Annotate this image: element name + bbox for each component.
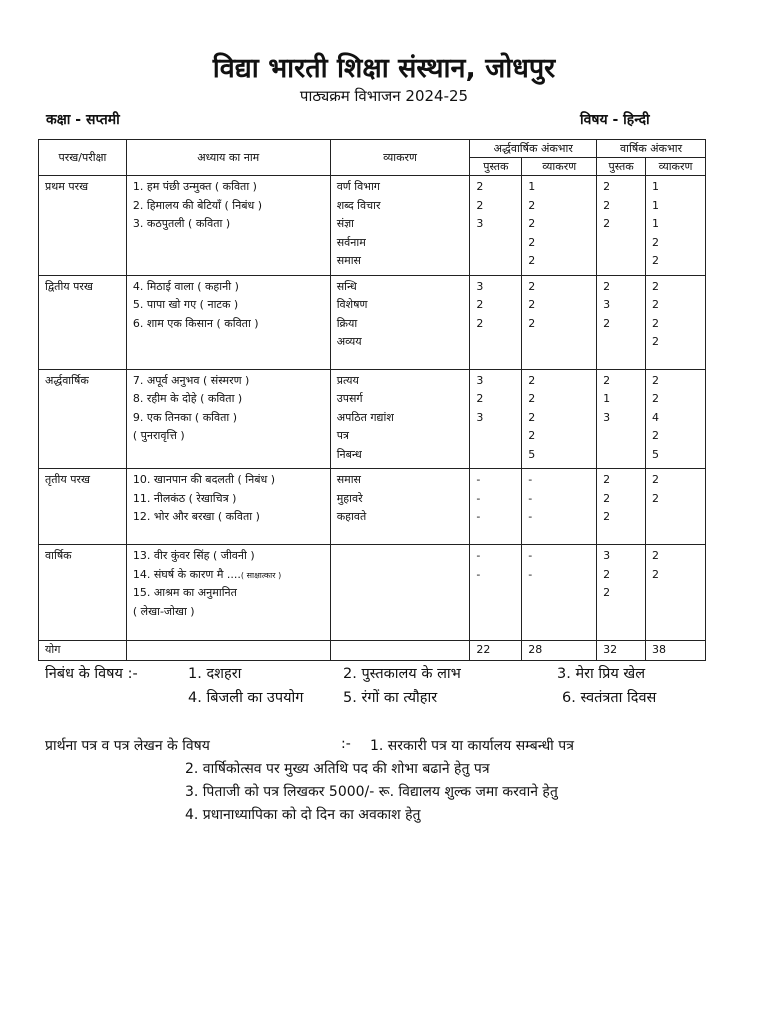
mark-value: 2 (652, 298, 660, 311)
grammar-item: पत्र (336, 429, 350, 442)
mark-value: 2 (652, 254, 660, 267)
mark-value: - (476, 473, 481, 486)
grammar-item: उपसर्ग (336, 392, 363, 405)
grammar-item: वर्ण विभाग (336, 180, 380, 193)
chapter-item: 9. एक तिनका ( कविता ) (132, 410, 238, 424)
mark-value: - (476, 510, 481, 523)
table-row (39, 545, 706, 641)
mark-value: - (528, 510, 533, 523)
chapter-item: ( पुनरावृत्ति ) (132, 429, 185, 442)
mark-value: 2 (603, 491, 611, 505)
grammar-item: अव्यय (336, 335, 362, 348)
chapter-item: 15. आश्रम का अनुमानित (132, 586, 237, 599)
exam-name: अर्द्धवार्षिक (45, 373, 89, 387)
mark-value: 2 (528, 279, 536, 293)
mark-value: - (528, 473, 533, 486)
mark-value: 1 (652, 180, 660, 193)
header-half-yearly: अर्द्धवार्षिक अंकभार (470, 140, 597, 158)
letter-topic-item: 1. सरकारी पत्र या कार्यालय सम्बन्धी पत्र (370, 738, 574, 754)
letter-topics (45, 736, 705, 828)
mark-value: 2 (528, 429, 536, 442)
mark-value: 2 (652, 392, 660, 405)
mark-value: - (476, 491, 481, 505)
essay-topics-label: निबंध के विषय :- (45, 666, 138, 682)
essay-topics (45, 663, 695, 711)
subject-label: विषय - हिन्दी (580, 112, 650, 128)
mark-value: 3 (476, 373, 484, 387)
mark-value: - (476, 549, 481, 562)
mark-value: 2 (652, 373, 660, 387)
mark-value: 2 (652, 567, 660, 581)
header-chapter: अध्याय का नाम (126, 140, 330, 176)
chapter-item: 6. शाम एक किसान ( कविता ) (132, 316, 259, 330)
mark-value: 4 (652, 410, 660, 424)
mark-value: 2 (528, 235, 536, 249)
chapter-item: 5. पापा खो गए ( नाटक ) (132, 298, 239, 311)
table-row (39, 469, 706, 545)
mark-value: 2 (603, 217, 611, 230)
mark-value: 2 (603, 373, 611, 387)
mark-value: 2 (652, 549, 660, 562)
mark-value: 2 (476, 180, 484, 193)
grammar-item: क्रिया (336, 316, 358, 330)
chapter-item: 11. नीलकंठ ( रेखाचित्र ) (132, 491, 237, 505)
mark-value: 2 (528, 316, 536, 330)
mark-value: 3 (476, 217, 484, 230)
mark-value: 5 (528, 447, 536, 461)
mark-value: 2 (652, 491, 660, 505)
chapter-item: 12. भोर और बरखा ( कविता ) (132, 510, 260, 523)
mark-value: 2 (603, 473, 611, 486)
mark-value: 2 (652, 316, 660, 330)
page-title: विद्या भारती शिक्षा संस्थान, जोधपुर (212, 53, 556, 84)
mark-value: - (528, 549, 533, 562)
mark-value: 3 (476, 410, 484, 424)
chapter-item (133, 566, 326, 585)
mark-value: 2 (528, 392, 536, 405)
total-hy-grammar: 28 (528, 643, 543, 656)
mark-value: 2 (528, 410, 536, 424)
chapter-14-note: ( साक्षात्कार ) (240, 570, 282, 580)
essay-topic-item: 1. दशहरा (188, 666, 242, 682)
mark-value: - (476, 567, 481, 581)
letter-topics-label: प्रार्थना पत्र व पत्र लेखन के विषय (45, 738, 210, 754)
total-row (39, 641, 706, 661)
mark-value: 1 (603, 392, 611, 405)
grammar-item: अपठित गद्यांश (336, 410, 394, 424)
header-annual: वार्षिक अंकभार (597, 140, 706, 158)
chapter-item: 1. हम पंछी उन्मुक्त ( कविता ) (132, 180, 257, 193)
essay-topic-item: 3. मेरा प्रिय खेल (557, 666, 646, 682)
mark-value: 2 (528, 217, 536, 230)
syllabus-table (38, 139, 706, 661)
mark-value: 5 (652, 447, 660, 461)
mark-value: 2 (476, 298, 484, 311)
chapter-item: 13. वीर कुंवर सिंह ( जीवनी ) (132, 549, 255, 562)
mark-value: 2 (603, 279, 611, 293)
header-grammar: व्याकरण (330, 140, 470, 176)
class-label: कक्षा - सप्तमी (46, 112, 120, 128)
mark-value: 2 (603, 510, 611, 523)
table-row (39, 176, 706, 276)
chapter-14-title: 14. संघर्ष के कारण मै .... (132, 567, 241, 581)
mark-value: 1 (528, 180, 536, 193)
total-an-book: 32 (603, 643, 618, 656)
essay-topic-item: 5. रंगों का त्यौहार (343, 690, 438, 706)
chapter-item: 8. रहीम के दोहे ( कविता ) (132, 392, 243, 405)
total-an-grammar: 38 (652, 643, 667, 656)
mark-value: 3 (476, 279, 484, 293)
mark-value: 2 (476, 392, 484, 405)
table-row (39, 275, 706, 369)
mark-value: 2 (476, 198, 484, 212)
mark-value: 2 (476, 316, 484, 330)
mark-value: 2 (652, 473, 660, 486)
mark-value: - (528, 567, 533, 581)
grammar-item: कहावते (336, 510, 367, 523)
grammar-item: शब्द विचार (336, 198, 381, 212)
grammar-item: विशेषण (336, 298, 368, 311)
mark-value: - (528, 491, 533, 505)
table-row (39, 369, 706, 469)
mark-value: 2 (603, 198, 611, 212)
mark-value: 3 (603, 298, 611, 311)
mark-value: 2 (528, 373, 536, 387)
mark-value: 1 (652, 198, 660, 212)
chapter-item: 3. कठपुतली ( कविता ) (132, 217, 231, 230)
mark-value: 3 (603, 410, 611, 424)
header-exam: परख/परीक्षा (39, 140, 127, 176)
mark-value: 2 (603, 180, 611, 193)
exam-name: वार्षिक (45, 549, 72, 562)
essay-topic-item: 2. पुस्तकालय के लाभ (343, 666, 461, 682)
subheader-hy-book: पुस्तक (470, 158, 522, 176)
letter-topic-item: 4. प्रधानाध्यापिका को दो दिन का अवकाश हेतु (185, 807, 421, 823)
grammar-item: प्रत्यय (336, 373, 359, 387)
grammar-item: समास (336, 254, 361, 267)
letter-topic-item: 3. पिताजी को पत्र लिखकर 5000/- रू. विद्यालय शुल्क जमा करवाने हेतु (185, 784, 558, 800)
page-subtitle: पाठ्यक्रम विभाजन 2024-25 (299, 87, 469, 105)
total-hy-book: 22 (476, 643, 491, 656)
letter-topic-item: 2. वार्षिकोत्सव पर मुख्य अतिथि पद की शोभा बढाने हेतु पत्र (185, 761, 490, 777)
mark-value: 2 (652, 279, 660, 293)
chapter-item: ( लेखा-जोखा ) (132, 604, 195, 618)
chapter-item: 2. हिमालय की बेटियाँ ( निबंध ) (132, 198, 263, 212)
mark-value: 3 (603, 549, 611, 562)
exam-name: द्वितीय परख (45, 279, 93, 293)
mark-value: 2 (652, 235, 660, 249)
mark-value: 2 (603, 586, 611, 599)
mark-value: 1 (652, 217, 660, 230)
essay-topic-item: 6. स्वतंत्रता दिवस (562, 690, 657, 706)
chapter-item: 4. मिठाई वाला ( कहानी ) (132, 279, 239, 293)
subheader-an-grammar: व्याकरण (646, 158, 706, 176)
grammar-item: निबन्ध (336, 447, 362, 461)
letter-topics-separator: :- (341, 736, 351, 752)
essay-topic-item: 4. बिजली का उपयोग (188, 690, 304, 706)
total-label: योग (45, 643, 61, 656)
exam-name: प्रथम परख (45, 180, 89, 193)
subheader-an-book: पुस्तक (597, 158, 646, 176)
grammar-item: सन्धि (336, 279, 357, 293)
grammar-item: संज्ञा (336, 217, 355, 230)
chapter-item: 10. खानपान की बदलती ( निबंध ) (132, 473, 276, 486)
exam-name: तृतीय परख (45, 473, 91, 486)
grammar-item: मुहावरे (336, 491, 363, 505)
grammar-item: सर्वनाम (336, 235, 366, 249)
subheader-hy-grammar: व्याकरण (522, 158, 597, 176)
mark-value: 2 (603, 567, 611, 581)
chapter-item: 7. अपूर्व अनुभव ( संस्मरण ) (132, 373, 250, 387)
mark-value: 2 (652, 335, 660, 348)
mark-value: 2 (528, 198, 536, 212)
mark-value: 2 (652, 429, 660, 442)
mark-value: 2 (528, 298, 536, 311)
grammar-item: समास (336, 473, 361, 486)
mark-value: 2 (603, 316, 611, 330)
mark-value: 2 (528, 254, 536, 267)
